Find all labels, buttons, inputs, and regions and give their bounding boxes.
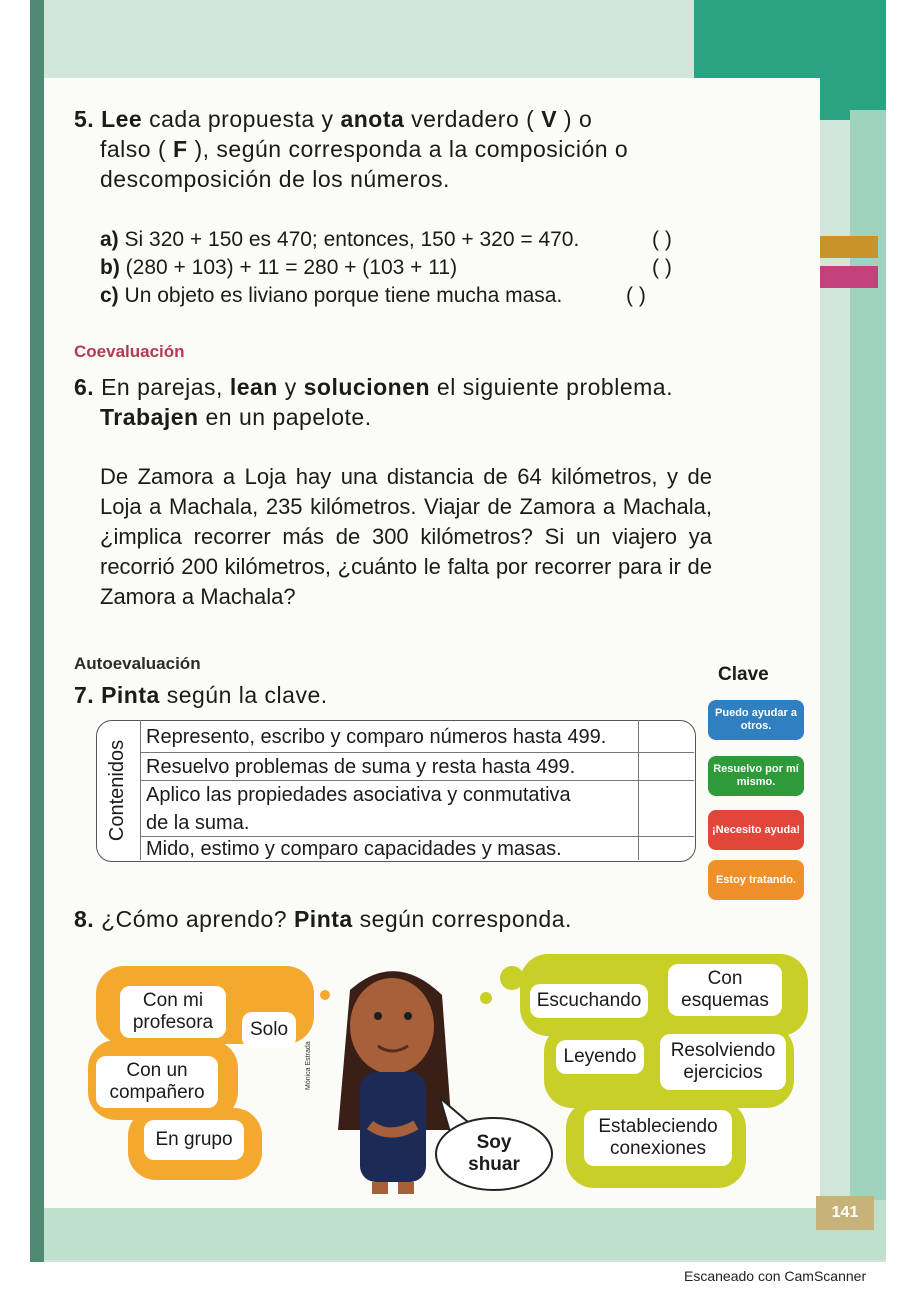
magenta-tab — [816, 266, 878, 288]
gold-tab — [816, 236, 878, 258]
scanner-footer: Escaneado con CamScanner — [684, 1268, 867, 1284]
item-a: a) Si 320 + 150 es 470; entonces, 150 + 320 = 470. — [100, 228, 580, 251]
option-resolviendo-ejercicios[interactable]: Resolviendo ejercicios — [660, 1034, 786, 1090]
answer-box-a[interactable]: ( ) — [652, 228, 672, 251]
table-row: Mido, estimo y comparo capacidades y masas. — [146, 838, 562, 860]
option-solo[interactable]: Solo — [242, 1012, 296, 1048]
bottom-bar — [44, 1200, 886, 1260]
clave-estoy-tratando: Estoy tratando. — [708, 860, 804, 900]
option-en-grupo[interactable]: En grupo — [144, 1120, 244, 1160]
option-leyendo[interactable]: Leyendo — [556, 1040, 644, 1074]
table-divider — [140, 720, 141, 860]
section-autoevaluacion: Autoevaluación — [74, 654, 201, 673]
option-con-mi-profesora[interactable]: Con mi profesora — [120, 986, 226, 1038]
section-coevaluacion: Coevaluación — [74, 342, 185, 361]
option-con-esquemas[interactable]: Con esquemas — [668, 964, 782, 1016]
table-row: Aplico las propiedades asociativa y conmutativa — [146, 784, 571, 806]
answer-box-c[interactable]: ( ) — [626, 284, 646, 307]
orange-dot — [286, 978, 308, 1000]
question-6-line-2: Trabajen en un papelote. — [100, 404, 372, 430]
book-spine-edge — [30, 0, 44, 1262]
question-5-line-2: falso ( F ), según corresponda a la composición o — [100, 136, 629, 162]
speech-text: Soy shuar — [468, 1132, 520, 1175]
table-row: de la suma. — [146, 812, 250, 834]
clave-puedo-ayudar: Puedo ayudar a otros. — [708, 700, 804, 740]
green-dot — [480, 992, 492, 1004]
question-5-line-3: descomposición de los números. — [100, 166, 450, 192]
question-7: 7. Pinta según la clave. — [74, 682, 328, 708]
row-separator — [140, 780, 694, 781]
option-con-un-companero[interactable]: Con un compañero — [96, 1056, 218, 1108]
illustrator-credit: Mónica Estrada — [305, 1041, 312, 1090]
row-separator — [140, 752, 694, 753]
clave-title: Clave — [718, 664, 769, 685]
clave-necesito-ayuda: ¡Necesito ayuda! — [708, 810, 804, 850]
problem-paragraph: De Zamora a Loja hay una distancia de 64 kilómetros, y de Loja a Machala, 235 kilómetros. Viajar de Zamora a Machala, ¿implica recorrer más de 300 kilómetros? Si un viajero ya recorrió 200 kilómetros, ¿cuánto le falta por recorrer para ir de Zamora a Machala? — [100, 464, 712, 609]
contenidos-label: Contenidos — [106, 739, 129, 841]
item-b: b) (280 + 103) + 11 = 280 + (103 + 11) — [100, 256, 458, 279]
item-c: c) Un objeto es liviano porque tiene mucha masa. — [100, 284, 563, 307]
paint-column[interactable] — [638, 720, 695, 860]
clave-resuelvo: Resuelvo por mí mismo. — [708, 756, 804, 796]
answer-box-b[interactable]: ( ) — [652, 256, 672, 279]
option-escuchando[interactable]: Escuchando — [530, 984, 648, 1018]
question-8: 8. ¿Cómo aprendo? Pinta según corresponda. — [74, 906, 572, 932]
question-6-line-1: 6. En parejas, lean y solucionen el siguiente problema. — [74, 374, 673, 400]
page-number: 141 — [816, 1196, 874, 1230]
table-row: Represento, escribo y comparo números hasta 499. — [146, 726, 607, 748]
table-row: Resuelvo problemas de suma y resta hasta 499. — [146, 756, 576, 778]
option-estableciendo-conexiones[interactable]: Estableciendo conexiones — [584, 1110, 732, 1166]
question-5-line-1: 5. Lee cada propuesta y anota verdadero ( V ) o — [74, 106, 593, 132]
